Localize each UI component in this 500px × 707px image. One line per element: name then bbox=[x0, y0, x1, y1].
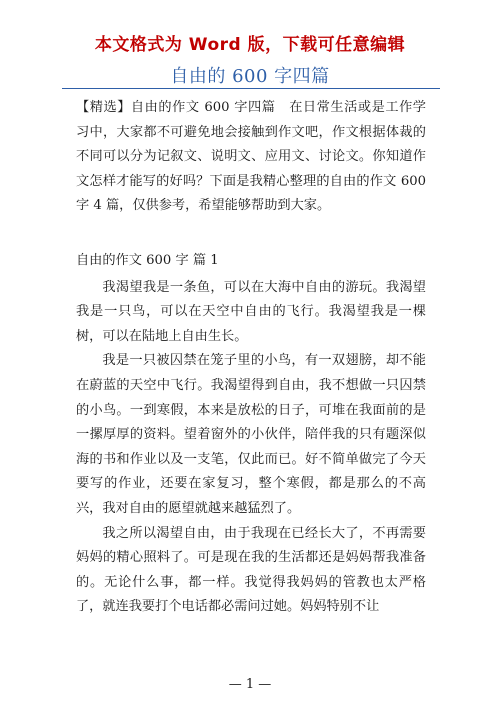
body-paragraph: 我是一只被囚禁在笼子里的小鸟，有一双翅膀，却不能在蔚蓝的天空中飞行。我渴望得到自由，我不想做一只囚禁的小鸟。一到寒假，本来是放松的日子，可堆在我面前的是一摞厚厚的资料。望着窗外的小伙伴，陪伴我的只有题深似海的书和作业以及一支笔，仅此而已。好不简单做完了今天要写的作业，还要在家复习，整个寒假，都是那么的不高兴，我对自由的愿望就越来越猛烈了。 bbox=[76, 353, 426, 516]
body-paragraph: 我之所以渴望自由，由于我现在已经长大了，不再需要妈妈的精心照料了。可是现在我的生活都还是妈妈帮我准备的。无论什么事，都一样。我觉得我妈妈的管教也太严格了，就连我要打个电话都必需问过她。妈妈特别不让 bbox=[76, 525, 426, 615]
title-underline bbox=[62, 88, 440, 89]
body-paragraph: 我渴望我是一条鱼，可以在大海中自由的游玩。我渴望我是一只鸟，可以在天空中自由的飞行。我渴望我是一棵树，可以在陆地上自由生长。 bbox=[76, 279, 426, 344]
section-heading: 自由的作文 600 字 篇 1 bbox=[76, 252, 219, 268]
intro-paragraph: 【精选】自由的作文 600 字四篇 在日常生活或是工作学习中，大家都不可避免地会接触到作文吧，作文根据体裁的不同可以分为记叙文、说明文、应用文、讨论文。你知道作文怎样才能写的好吗？下面是我精心整理的自由的作文 600 字 4 篇，仅供参考，希望能够帮助到大家。 bbox=[76, 100, 426, 214]
page-title: 自由的 600 字四篇 bbox=[170, 66, 330, 87]
format-banner: 本文格式为 Word 版，下载可任意编辑 bbox=[94, 35, 406, 55]
document-body bbox=[76, 96, 426, 620]
page-number: — 1 — bbox=[228, 677, 272, 692]
